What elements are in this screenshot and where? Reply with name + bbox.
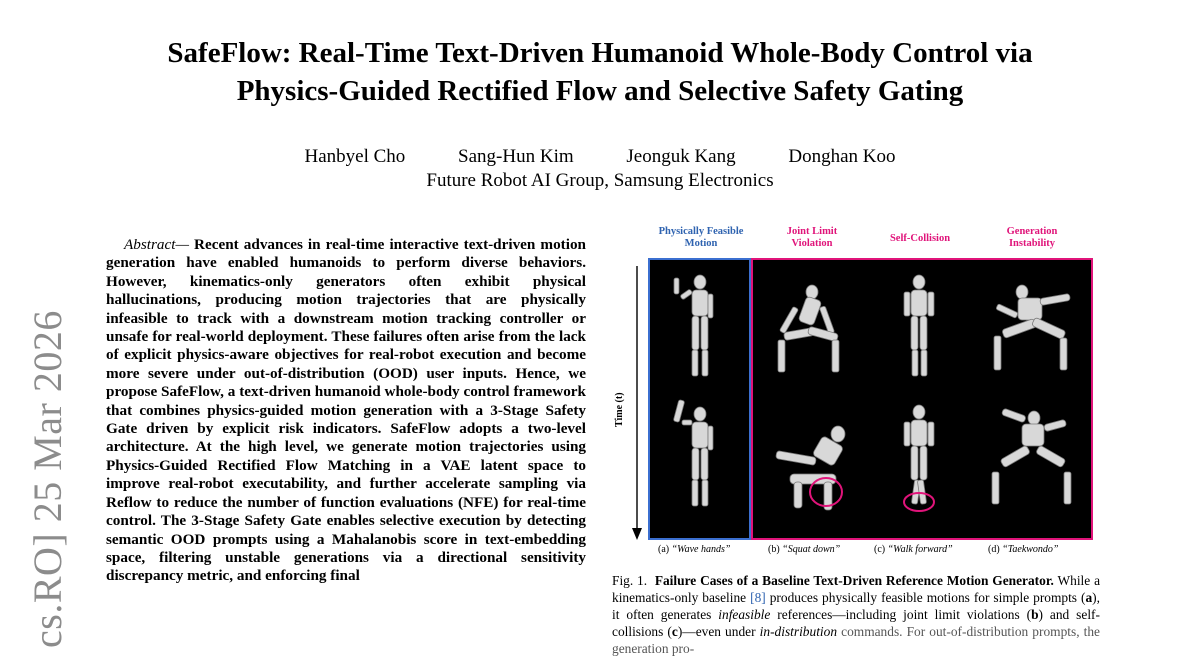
robot-a1: [670, 270, 730, 382]
robot-c2: [894, 400, 944, 512]
col-head-joint-limit: Joint Limit Violation: [786, 226, 838, 249]
author-names: [200, 145, 1000, 169]
author-block: [200, 145, 1000, 193]
author-1: Hanbyel Cho: [304, 146, 406, 167]
robot-a2: [670, 400, 730, 512]
subcaption-d: (d) “Taekwondo”: [988, 544, 1059, 555]
abstract-label: Abstract—: [124, 236, 189, 253]
robot-d2: [982, 408, 1082, 512]
affiliation: Future Robot AI Group, Samsung Electronics: [426, 170, 774, 191]
citation-link[interactable]: [8]: [750, 590, 766, 605]
robot-c1: [894, 270, 944, 382]
robot-d1: [982, 278, 1082, 378]
time-axis: [630, 266, 644, 542]
author-3: Jeonguk Kang: [626, 146, 736, 167]
abstract: [106, 236, 586, 586]
paper-title: [100, 34, 1100, 110]
abstract-text: Recent advances in real-time interactive text-driven motion generation have enabled humanoids to perform diverse behaviors. However, kinematics-only generators often exhibit physical hallucinations, producing motion trajectories that are physically infeasible to track with a downstream motion tracking controller or unsafe for real-world deployment. These failures often arise from the lack of explicit physics-aware objectives for real-robot execution and become more severe under out-of-distribution (OOD) user inputs. Hence, we propose SafeFlow, a text-driven humanoid whole-body control framework that combines physics-guided motion generation with a 3-Stage Safety Gate driven by explicit risk indicators. SafeFlow adopts a two-level architecture. At the high level, we generate motion trajectories using Physics-Guided Rectified Flow Matching in a VAE latent space to improve real-robot executability, and further accelerate sampling via Reflow to reduce the number of function evaluations (NFE) for real-time control. The 3-Stage Safety Gate enables selective execution by detecting semantic OOD prompts using a Mahalanobis score in text-embedding space, filtering unstable generations via a directional sensitivity discrepancy metric, and enforcing final: [106, 236, 586, 585]
robot-b2: [764, 422, 864, 518]
col-head-feasible: Physically Feasible Motion: [658, 226, 744, 249]
figure-caption: Fig. 1. Failure Cases of a Baseline Text-Driven Reference Motion Generator. While a kinematics-only baseline [8] produces physically feasible motions for simple prompts (a), it often generates infeasible references—including joint limit violations (b) and self-collisions (c)—even under in-distribution commands. For out-of-distribution prompts, the generation pro-: [612, 573, 1101, 656]
subcaption-c: (c) “Walk forward”: [874, 544, 953, 555]
figure-1: [612, 222, 1100, 562]
author-2: Sang-Hun Kim: [458, 146, 574, 167]
subcaption-b: (b) “Squat down”: [768, 544, 841, 555]
arxiv-stamp: cs.RO] 25 Mar 2026: [25, 310, 70, 648]
title-line-1: SafeFlow: Real-Time Text-Driven Humanoid Whole-Body Control via: [167, 37, 1033, 69]
title-line-2: Physics-Guided Rectified Flow and Selective Safety Gating: [236, 75, 964, 107]
author-4: Donghan Koo: [788, 146, 896, 167]
col-head-instability: Generation Instability: [1006, 226, 1058, 249]
robot-b1: [770, 282, 846, 382]
col-head-self-collision: Self-Collision: [889, 233, 951, 244]
subcaption-a: (a) “Wave hands”: [658, 544, 731, 555]
time-label: Time (t): [614, 392, 625, 427]
